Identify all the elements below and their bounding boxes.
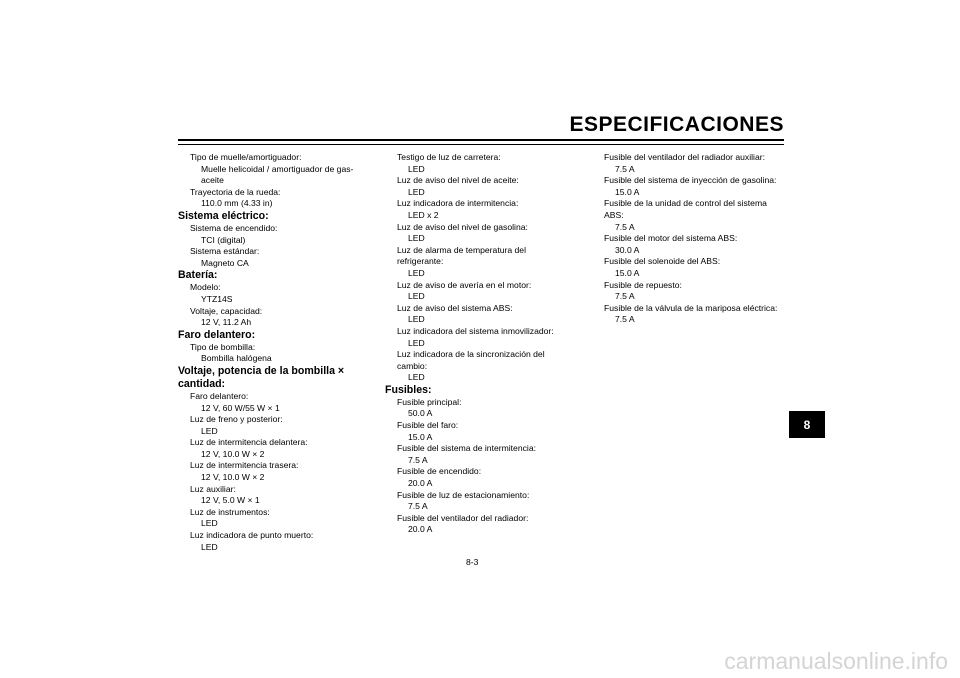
spec-label: Luz indicadora de intermitencia: [397, 198, 519, 209]
spec-label: Sistema estándar: [190, 246, 260, 257]
spec-label: Tipo de bombilla: [190, 341, 256, 352]
spec-value: 15.0 A [408, 431, 433, 442]
spec-value: LED [201, 541, 218, 552]
spec-label: Fusible del ventilador del radiador: [397, 512, 529, 523]
spec-value: 20.0 A [408, 524, 433, 535]
spec-label: Fusible del sistema de intermitencia: [397, 443, 536, 454]
spec-value: 12 V, 5.0 W × 1 [201, 495, 260, 506]
spec-label: Fusible del solenoide del ABS: [604, 256, 721, 267]
section-heading: Fusibles: [385, 383, 432, 396]
page-title: ESPECIFICACIONES [569, 113, 784, 136]
spec-value: LED [408, 186, 425, 197]
spec-value: LED [408, 233, 425, 244]
spec-value: 12 V, 10.0 W × 2 [201, 472, 265, 483]
spec-value: Bombilla halógena [201, 353, 272, 364]
spec-value: Magneto CA [201, 257, 249, 268]
spec-label: Fusible principal: [397, 396, 462, 407]
spec-label: Voltaje, capacidad: [190, 305, 263, 316]
spec-label: Fusible de la unidad de control del sistema [604, 198, 767, 209]
spec-label: Luz de alarma de temperatura del [397, 244, 526, 255]
spec-label: cambio: [397, 360, 428, 371]
spec-value: LED [408, 314, 425, 325]
spec-value: 20.0 A [408, 478, 433, 489]
spec-label: Tipo de muelle/amortiguador: [190, 152, 302, 162]
spec-value: LED [408, 337, 425, 348]
spec-label: Testigo de luz de carretera: [397, 152, 501, 162]
spec-label: Luz de freno y posterior: [190, 414, 283, 425]
section-heading: cantidad: [178, 377, 226, 390]
spec-label: Modelo: [190, 282, 221, 293]
spec-value: 7.5 A [408, 454, 428, 465]
spec-label: Fusible de la válvula de la mariposa eléctrica: [604, 302, 778, 313]
spec-label: Fusible del ventilador del radiador auxiliar: [604, 152, 765, 162]
section-heading: Faro delantero: [178, 328, 256, 341]
spec-value: 12 V, 10.0 W × 2 [201, 448, 265, 459]
spec-column-1 [178, 152, 383, 553]
spec-label: Luz de aviso del sistema ABS: [397, 302, 513, 313]
spec-value: 7.5 A [615, 291, 635, 302]
spec-value: 7.5 A [408, 501, 428, 512]
spec-label: ABS: [604, 209, 624, 220]
spec-label: Luz de intermitencia delantera: [190, 437, 308, 448]
spec-label: Fusible de repuesto: [604, 279, 682, 290]
spec-value: 50.0 A [408, 408, 433, 419]
watermark: carmanualsonline.info [724, 648, 948, 674]
spec-label: Luz indicadora de punto muerto: [190, 530, 314, 541]
spec-label: Fusible de luz de estacionamiento: [397, 489, 530, 500]
spec-label: Luz indicadora del sistema inmovilizador: [397, 325, 554, 336]
spec-value: 12 V, 11.2 Ah [201, 317, 252, 328]
spec-label: refrigerante: [397, 256, 444, 267]
spec-label: Luz de aviso del nivel de aceite: [397, 175, 519, 186]
section-heading: Batería: [178, 269, 218, 282]
spec-value: 12 V, 60 W/55 W × 1 [201, 402, 280, 413]
spec-value: Muelle helicoidal / amortiguador de gas- [201, 163, 354, 174]
spec-label: Luz de aviso del nivel de gasolina: [397, 221, 528, 232]
page-number: 8-3 [466, 557, 479, 567]
spec-value: LED [201, 518, 218, 529]
spec-value: TCI (digital) [201, 234, 246, 245]
spec-value: 7.5 A [615, 163, 635, 174]
section-heading: Sistema eléctrico: [178, 209, 269, 222]
spec-label: Luz de intermitencia trasera: [190, 460, 299, 471]
spec-label: Luz de instrumentos: [190, 506, 270, 517]
header-rule [178, 139, 784, 141]
header-rule-thin [178, 144, 784, 145]
spec-value: aceite [201, 175, 224, 186]
spec-column-3 [592, 152, 797, 326]
spec-label: Sistema de encendido: [190, 222, 278, 233]
spec-value: LED [408, 163, 425, 174]
spec-label: Trayectoria de la rueda: [190, 186, 281, 197]
spec-value: YTZ14S [201, 293, 233, 304]
spec-label: Luz indicadora de la sincronización del [397, 349, 545, 360]
spec-value: 15.0 A [615, 186, 640, 197]
spec-label: Fusible de encendido: [397, 466, 482, 477]
spec-column-2 [385, 152, 590, 536]
spec-label: Fusible del sistema de inyección de gasolina: [604, 175, 777, 186]
spec-label: Fusible del faro: [397, 420, 459, 431]
spec-value: 7.5 A [615, 314, 635, 325]
spec-value: LED x 2 [408, 209, 439, 220]
spec-value: LED [408, 291, 425, 302]
spec-value: LED [408, 267, 425, 278]
spec-value: 30.0 A [615, 244, 640, 255]
spec-value: 110.0 mm (4.33 in) [201, 198, 273, 209]
spec-label: Luz auxiliar: [190, 483, 236, 494]
section-heading: Voltaje, potencia de la bombilla × [178, 364, 345, 377]
spec-value: LED [408, 372, 425, 383]
spec-label: Fusible del motor del sistema ABS: [604, 233, 738, 244]
spec-value: 15.0 A [615, 267, 640, 278]
spec-label: Faro delantero: [190, 390, 249, 401]
spec-value: LED [201, 425, 218, 436]
chapter-tab: 8 [789, 411, 825, 438]
spec-value: 7.5 A [615, 221, 635, 232]
spec-label: Luz de aviso de avería en el motor: [397, 279, 532, 290]
